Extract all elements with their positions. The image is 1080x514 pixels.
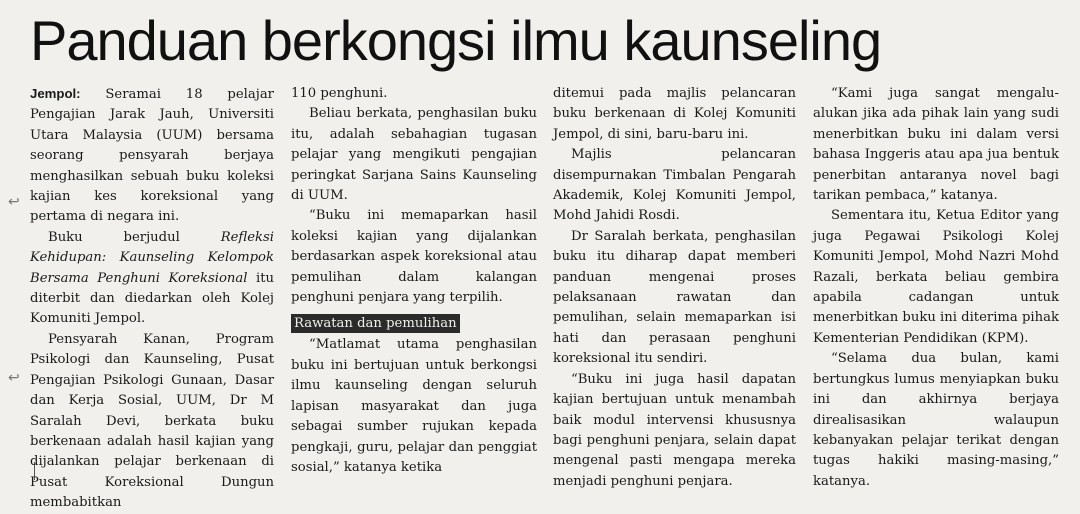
paragraph: Dr Saralah berkata, penghasilan buku itu diharap dapat memberi panduan mengenai proses pelaksanaan rawatan dan pemulihan, selain memaparkan isi hati dan perasaan penghuni koreksional itu sendiri.: [553, 228, 796, 367]
paragraph: “Buku ini juga hasil dapatan kajian bertujuan untuk menambah baik modul intervensi khususnya bagi penghuni penjara, selain dapat mengenal pasti mengapa mereka menjadi penghuni penjara.: [553, 371, 796, 489]
subheading: Rawatan dan pemulihan: [291, 314, 460, 333]
paragraph: “Selama dua bulan, kami bertungkus lumus menyiapkan buku ini dan akhirnya berjaya direalisasikan walaupun kebanyakan pelajar terikat dengan tugas hakiki masing-masing,” katanya.: [813, 351, 1059, 489]
paragraph-text: Buku berjudul: [48, 229, 221, 245]
paragraph: “Kami juga sangat mengalu-alukan jika ada pihak lain yang sudi menerbitkan buku ini dalam versi bahasa Inggeris atau apa jua bentuk penerbitan antaranya novel bagi tarikan pembaca,” katanya.: [813, 86, 1059, 204]
paragraph: Majlis pelancaran disempurnakan Timbalan Pengarah Akademik, Kolej Komuniti Jempol, Mohd Jahidi Rosdi.: [553, 147, 796, 224]
paragraph: Pensyarah Kanan, Program Psikologi dan Kaunseling, Pusat Pengajian Psikologi Gunaan, Dasar dan Kerja Sosial, UUM, Dr M Saralah Devi, berkata buku berkenaan adalah hasil kajian yang dijalankan pelajar berkenaan di Pusat Koreksional Dungun membabitkan: [30, 331, 274, 511]
article-column-2: [291, 84, 537, 475]
book-title: Refleksi Kehidupan: Kaunseling Kelompok Bersama Penghuni Koreksional: [30, 229, 274, 286]
paragraph-text: Seramai 18 pelajar Pengajian Jarak Jauh, Universiti Utara Malaysia (UUM) bersama seorang pensyarah berjaya menghasilkan sebuah buku koleksi kajian kes koreksional yang pertama di negara ini.: [30, 87, 274, 225]
article-column-4: [813, 84, 1059, 489]
paragraph-text: itu diterbit dan diedarkan oleh Kolej Komuniti Jempol.: [30, 270, 275, 327]
paragraph: Sementara itu, Ketua Editor yang juga Pegawai Psikologi Kolej Komuniti Jempol, Mohd Nazri Mohd Razali, berkata beliau gembira apabila cadangan untuk menerbitkan buku ini diterima pihak Kementerian Pendidikan (KPM).: [813, 208, 1059, 346]
article-column-1: [30, 84, 275, 511]
paragraph: ditemui pada majlis pelancaran buku berkenaan di Kolej Komuniti Jempol, di sini, baru-baru ini.: [553, 86, 796, 142]
paragraph: [30, 228, 274, 330]
paragraph: “Buku ini memaparkan hasil koleksi kajian yang dijalankan berdasarkan aspek koreksional atau pemulihan dalam kalangan penghuni penjara yang terpilih.: [291, 208, 537, 306]
paragraph: Beliau berkata, penghasilan buku itu, adalah sebahagian tugasan pelajar yang mengikuti pengajian peringkat Sarjana Sains Kaunseling di UUM.: [291, 106, 537, 204]
paragraph: “Matlamat utama penghasilan buku ini bertujuan untuk berkongsi ilmu kaunseling dengan seluruh lapisan masyarakat dan juga sebagai sumber rujukan kepada pengkaji, guru, pelajar dan penggiat sosial,” katanya ketika: [291, 337, 537, 475]
article-headline: Panduan berkongsi ilmu kaunseling: [30, 9, 882, 72]
margin-pen-mark: ↩: [8, 370, 20, 386]
paragraph: [30, 84, 274, 228]
margin-pen-mark: ↩: [8, 194, 20, 210]
dateline: Jempol:: [30, 86, 81, 101]
paragraph: 110 penghuni.: [291, 86, 388, 101]
article-column-3: [553, 84, 796, 489]
